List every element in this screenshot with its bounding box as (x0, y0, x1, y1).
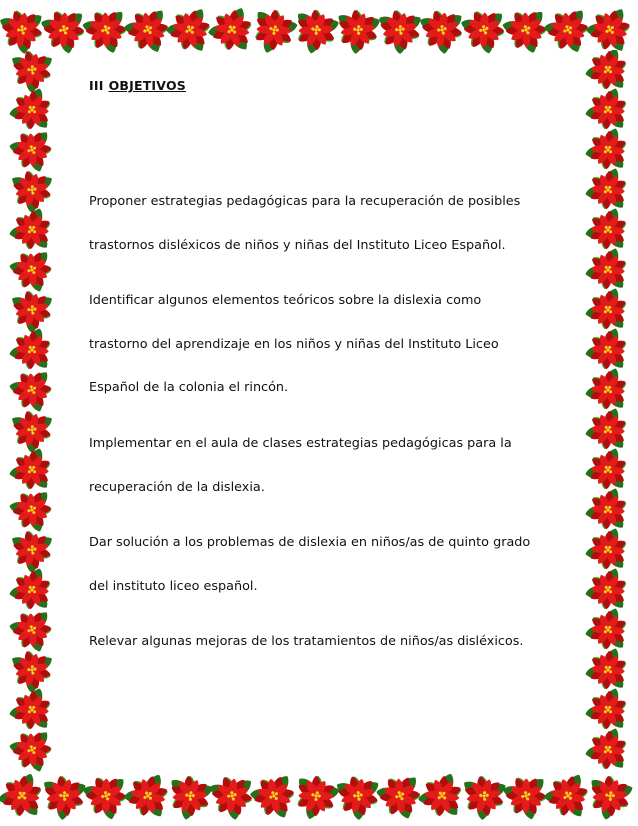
objective-paragraph (89, 521, 564, 608)
poinsettia-icon (584, 206, 627, 251)
poinsettia-icon (8, 566, 51, 611)
poinsettia-icon (242, 0, 306, 59)
objective-line: del instituto liceo español. (89, 578, 258, 594)
objectives-list (89, 180, 564, 676)
poinsettia-icon (118, 0, 175, 57)
poinsettia-icon (584, 86, 627, 131)
section-title: OBJETIVOS (108, 78, 186, 93)
poinsettia-border-right (578, 50, 638, 776)
poinsettia-icon (541, 768, 592, 821)
poinsettia-icon (584, 50, 627, 91)
section-number: III (89, 78, 104, 93)
poinsettia-icon (417, 771, 464, 819)
section-heading (89, 76, 564, 96)
poinsettia-icon (8, 86, 51, 131)
objective-line: Relevar algunas mejoras de los tratamientos de niños/as disléxicos. (89, 634, 524, 650)
poinsettia-icon (162, 2, 215, 56)
poinsettia-icon (8, 446, 51, 491)
poinsettia-icon (157, 766, 222, 826)
poinsettia-icon (121, 768, 172, 821)
objective-line: Dar solución a los problemas de dislexia en niños/as de quinto grado (89, 535, 531, 551)
poinsettia-icon (584, 406, 627, 451)
poinsettia-icon (584, 566, 627, 611)
poinsettia-icon (325, 0, 390, 60)
poinsettia-icon (584, 246, 627, 291)
objective-paragraph (89, 180, 564, 267)
poinsettia-icon (584, 326, 627, 371)
poinsettia-icon (584, 686, 627, 731)
poinsettia-icon (409, 0, 473, 60)
poinsettia-icon (584, 286, 627, 331)
poinsettia-icon (0, 50, 60, 99)
poinsettia-icon (584, 366, 627, 411)
poinsettia-icon (584, 126, 627, 171)
poinsettia-icon (584, 646, 627, 691)
poinsettia-icon (584, 726, 627, 771)
poinsettia-icon (0, 397, 60, 459)
poinsettia-border-bottom (0, 766, 638, 826)
poinsettia-icon (0, 771, 44, 819)
poinsettia-icon (584, 606, 627, 651)
poinsettia-icon (584, 486, 627, 531)
poinsettia-icon (0, 517, 60, 579)
objective-line: trastorno del aprendizaje en los niños y niñas del Instituto Liceo (89, 336, 499, 352)
poinsettia-icon (584, 446, 627, 491)
objective-paragraph (89, 279, 564, 410)
poinsettia-icon (0, 157, 60, 219)
poinsettia-icon (452, 0, 514, 59)
poinsettia-icon (0, 277, 60, 339)
objective-line: Proponer estrategias pedagógicas para la recuperación de posibles (89, 194, 521, 209)
poinsettia-icon (584, 166, 627, 211)
poinsettia-icon (8, 206, 51, 251)
poinsettia-icon (8, 686, 51, 731)
objective-line: trastornos disléxicos de niños y niñas del Instituto Liceo Español. (89, 237, 506, 253)
poinsettia-icon (538, 0, 595, 57)
objective-paragraph (89, 422, 564, 509)
poinsettia-icon (206, 4, 255, 54)
poinsettia-border-top (0, 0, 638, 60)
objective-line: Español de la colonia el rincón. (89, 380, 289, 396)
poinsettia-border-left (0, 50, 60, 776)
objective-line: Identificar algunos elementos teóricos sobre la dislexia como (89, 293, 482, 309)
objective-line: recuperación de la dislexia. (89, 479, 265, 495)
poinsettia-icon (584, 526, 627, 571)
poinsettia-icon (284, 766, 348, 826)
poinsettia-icon (8, 326, 51, 371)
poinsettia-icon (245, 766, 300, 822)
objective-line: Implementar en el aula de clases estrategias pedagógicas para la (89, 435, 512, 451)
poinsettia-icon (367, 0, 432, 60)
poinsettia-icon (369, 766, 428, 824)
poinsettia-icon (0, 637, 60, 699)
objective-paragraph (89, 620, 564, 664)
poinsettia-icon (582, 2, 635, 56)
document-page (89, 76, 564, 650)
